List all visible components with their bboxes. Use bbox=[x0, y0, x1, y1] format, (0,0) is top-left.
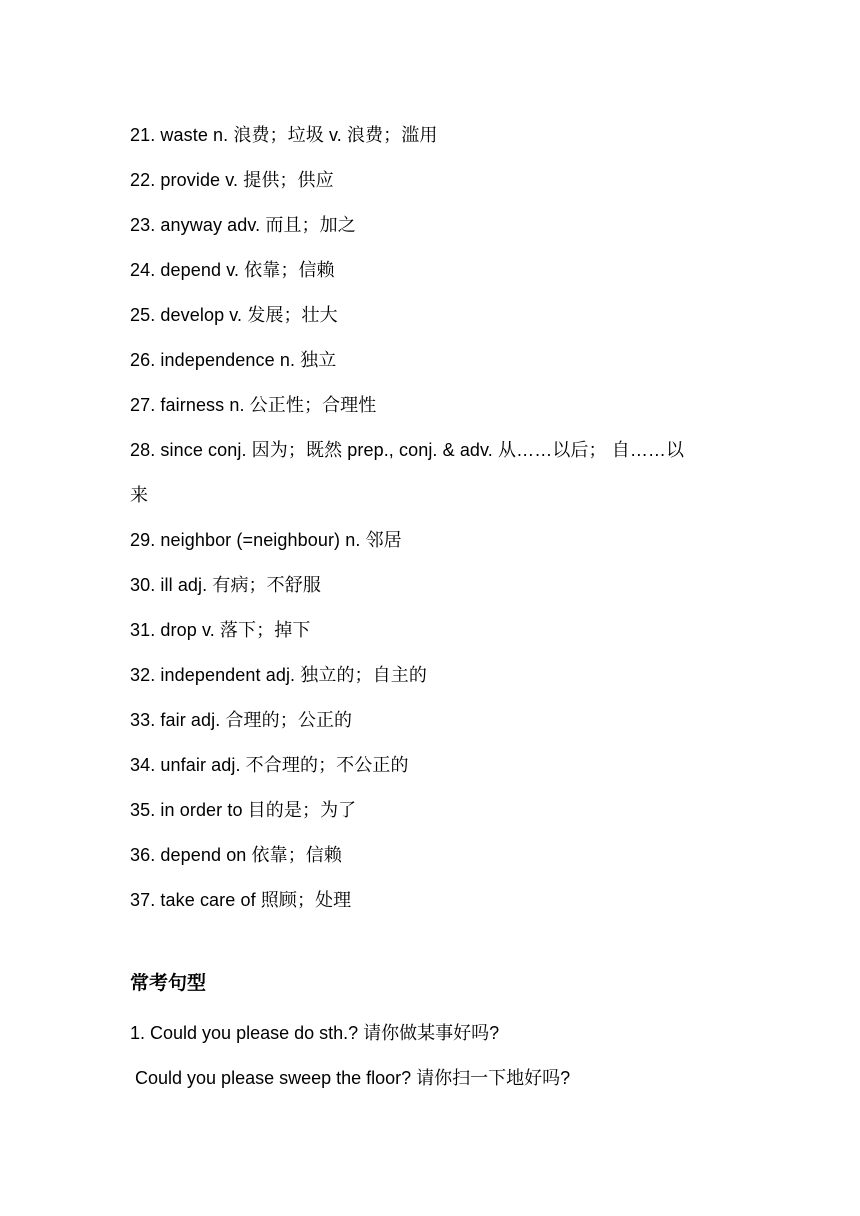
vocab-item-28: 28. since conj. 因为；既然 prep., conj. & adv. 从……以后； 自……以 bbox=[130, 440, 685, 460]
vocab-item-29: 29. neighbor (=neighbour) n. 邻居 bbox=[130, 530, 402, 550]
vocab-item-26: 26. independence n. 独立 bbox=[130, 350, 337, 370]
vocab-item-31: 31. drop v. 落下；掉下 bbox=[130, 620, 311, 640]
common-sentence-patterns-section bbox=[130, 966, 770, 1101]
vocab-item-27: 27. fairness n. 公正性；合理性 bbox=[130, 395, 377, 415]
vocab-item-21: 21. waste n. 浪费；垃圾 v. 浪费；滥用 bbox=[130, 125, 438, 145]
sentence-pattern-1: 1. Could you please do sth.? 请你做某事好吗? bbox=[130, 1023, 500, 1043]
vocab-item-23: 23. anyway adv. 而且；加之 bbox=[130, 215, 356, 235]
vocab-item-32: 32. independent adj. 独立的；自主的 bbox=[130, 665, 427, 685]
sentence-example-1: Could you please sweep the floor? 请你扫一下地好吗? bbox=[135, 1068, 571, 1088]
vocab-item-37: 37. take care of 照顾；处理 bbox=[130, 890, 352, 910]
vocab-item-36: 36. depend on 依靠；信赖 bbox=[130, 845, 343, 865]
vocab-item-28-continued: 来 bbox=[130, 485, 149, 505]
vocab-item-30: 30. ill adj. 有病；不舒服 bbox=[130, 575, 321, 595]
vocab-item-24: 24. depend v. 依靠；信赖 bbox=[130, 260, 335, 280]
vocab-item-25: 25. develop v. 发展；壮大 bbox=[130, 305, 338, 325]
vocab-item-34: 34. unfair adj. 不合理的；不公正的 bbox=[130, 755, 409, 775]
section-title: 常考句型 bbox=[130, 973, 207, 994]
vocab-item-33: 33. fair adj. 合理的；公正的 bbox=[130, 710, 353, 730]
vocab-item-35: 35. in order to 目的是；为了 bbox=[130, 800, 357, 820]
vocabulary-list bbox=[130, 113, 740, 923]
vocab-item-22: 22. provide v. 提供；供应 bbox=[130, 170, 334, 190]
